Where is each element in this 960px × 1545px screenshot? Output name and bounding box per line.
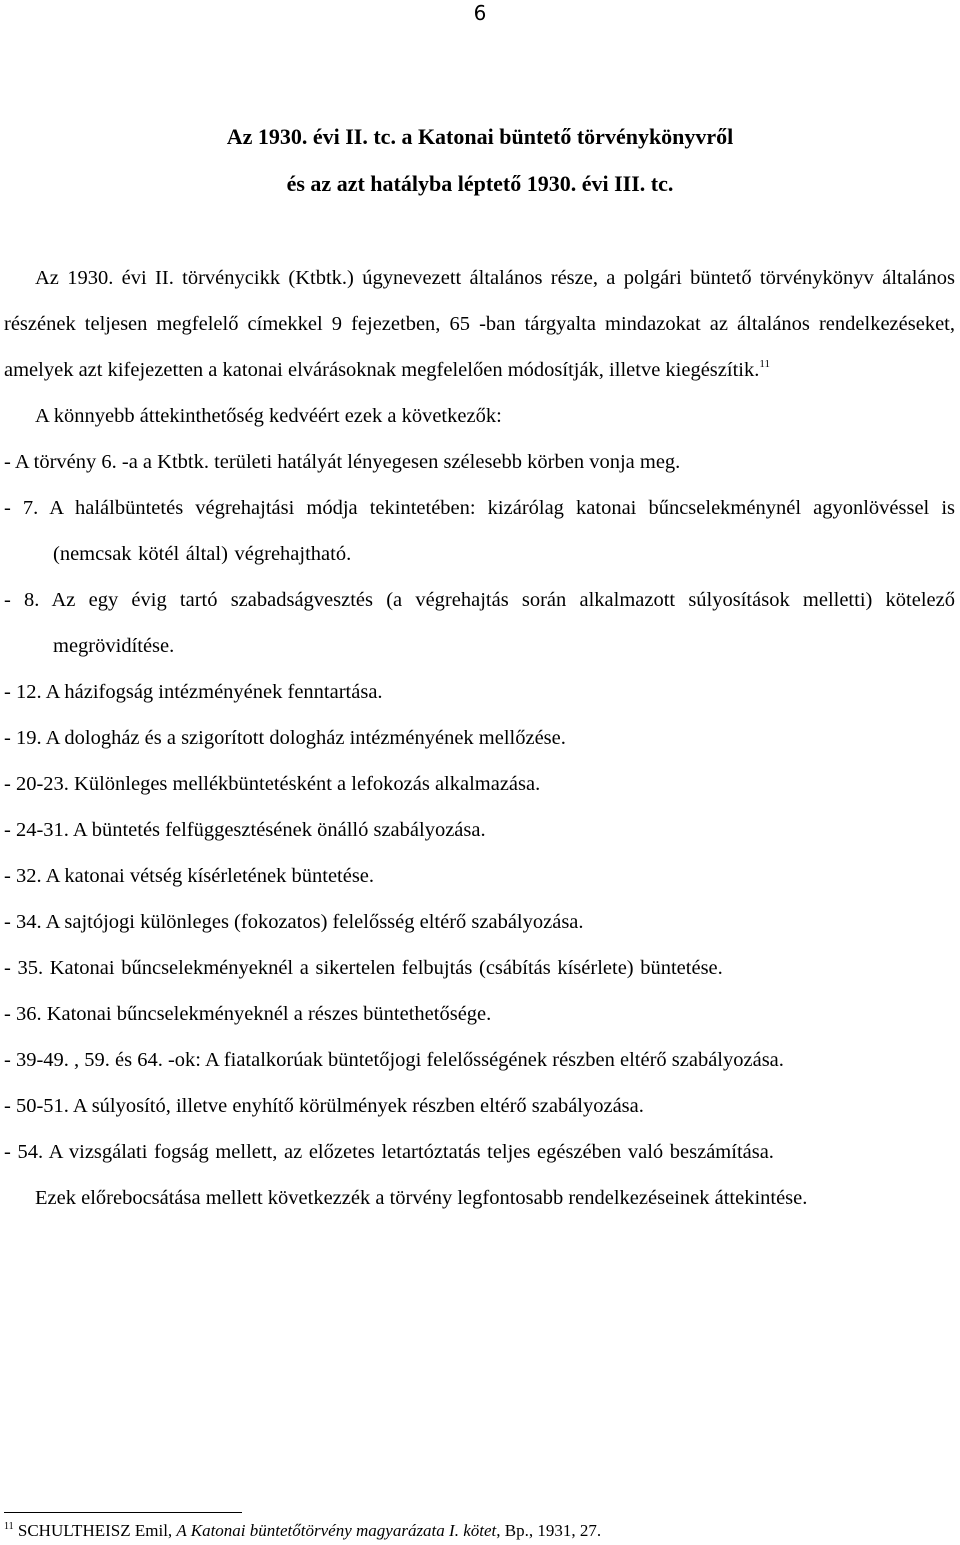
list-item: - 20-23. Különleges mellékbüntetésként a lefokozás alkalmazása.	[4, 773, 541, 795]
provision-list	[4, 439, 955, 1175]
footnote-citation: , Bp., 1931, 27.	[496, 1521, 602, 1540]
list-item: - 35. Katonai bűncselekményeknél a sikertelen felbujtás (csábítás kísérlete) büntetése.	[4, 957, 723, 979]
list-item: - 36. Katonai bűncselekményeknél a részes büntethetősége.	[4, 1003, 492, 1025]
main-text	[4, 255, 955, 1221]
list-item: - A törvény 6. -a a Ktbtk. területi hatályát lényegesen szélesebb körben vonja meg.	[4, 451, 681, 473]
list-item: - 39-49. , 59. és 64. -ok: A fiatalkorúak büntetőjogi felelősségének részben eltérő szabályozása.	[4, 1049, 784, 1071]
closing-paragraph: Ezek előrebocsátása mellett következzék a törvény legfontosabb rendelkezéseinek áttekintése.	[35, 1187, 808, 1209]
footnote-number: 11	[4, 1521, 14, 1532]
list-item: - 24-31. A büntetés felfüggesztésének önálló szabályozása.	[4, 819, 486, 841]
list-item: - 7. A halálbüntetés végrehajtási módja tekintetében: kizárólag katonai bűncselekménynél agyonlövéssel is (nemcsak kötél által) végrehajtható.	[4, 497, 956, 565]
list-item: - 32. A katonai vétség kísérletének büntetése.	[4, 865, 375, 887]
list-item: - 12. A házifogság intézményének fenntartása.	[4, 681, 383, 703]
footnote-author: SCHULTHEISZ Emil,	[17, 1521, 177, 1540]
list-item: - 54. A vizsgálati fogság mellett, az előzetes letartóztatás teljes egészében való beszámítása.	[4, 1141, 774, 1163]
document-subtitle: és az azt hatályba léptető 1930. évi III. tc.	[286, 171, 674, 196]
intro-text: Az 1930. évi II. törvénycikk (Ktbtk.) úgynevezett általános része, a polgári büntető törvénykönyv általános részének teljesen megfelelő címekkel 9 fejezetben, 65 -ban tárgyalta mindazokat az általános rendelkezéseket, amelyek azt kifejezetten a katonai elvárásoknak megfelelően módosítják, illetve kiegészítik.	[4, 267, 955, 381]
footnote-separator	[4, 1512, 242, 1513]
list-item: - 50-51. A súlyosító, illetve enyhítő körülmények részben eltérő szabályozása.	[4, 1095, 644, 1117]
list-item: - 34. A sajtójogi különleges (fokozatos) felelősség eltérő szabályozása.	[4, 911, 584, 933]
footnote	[4, 1519, 944, 1543]
list-item: - 19. A dologház és a szigorított dologház intézményének mellőzése.	[4, 727, 566, 749]
intro-paragraph	[4, 255, 955, 393]
footnote-book-title: A Katonai büntetőtörvény magyarázata I. kötet	[176, 1521, 497, 1540]
document-title: Az 1930. évi II. tc. a Katonai büntető törvénykönyvről	[226, 124, 734, 149]
footnote-reference[interactable]: 11	[759, 358, 770, 370]
page-number: 6	[473, 1, 487, 25]
lead-in: A könnyebb áttekinthetőség kedvéért ezek a következők:	[35, 405, 502, 427]
list-item: - 8. Az egy évig tartó szabadságvesztés (a végrehajtás során alkalmazott súlyosítások melletti) kötelező megrövidítése.	[4, 589, 955, 657]
